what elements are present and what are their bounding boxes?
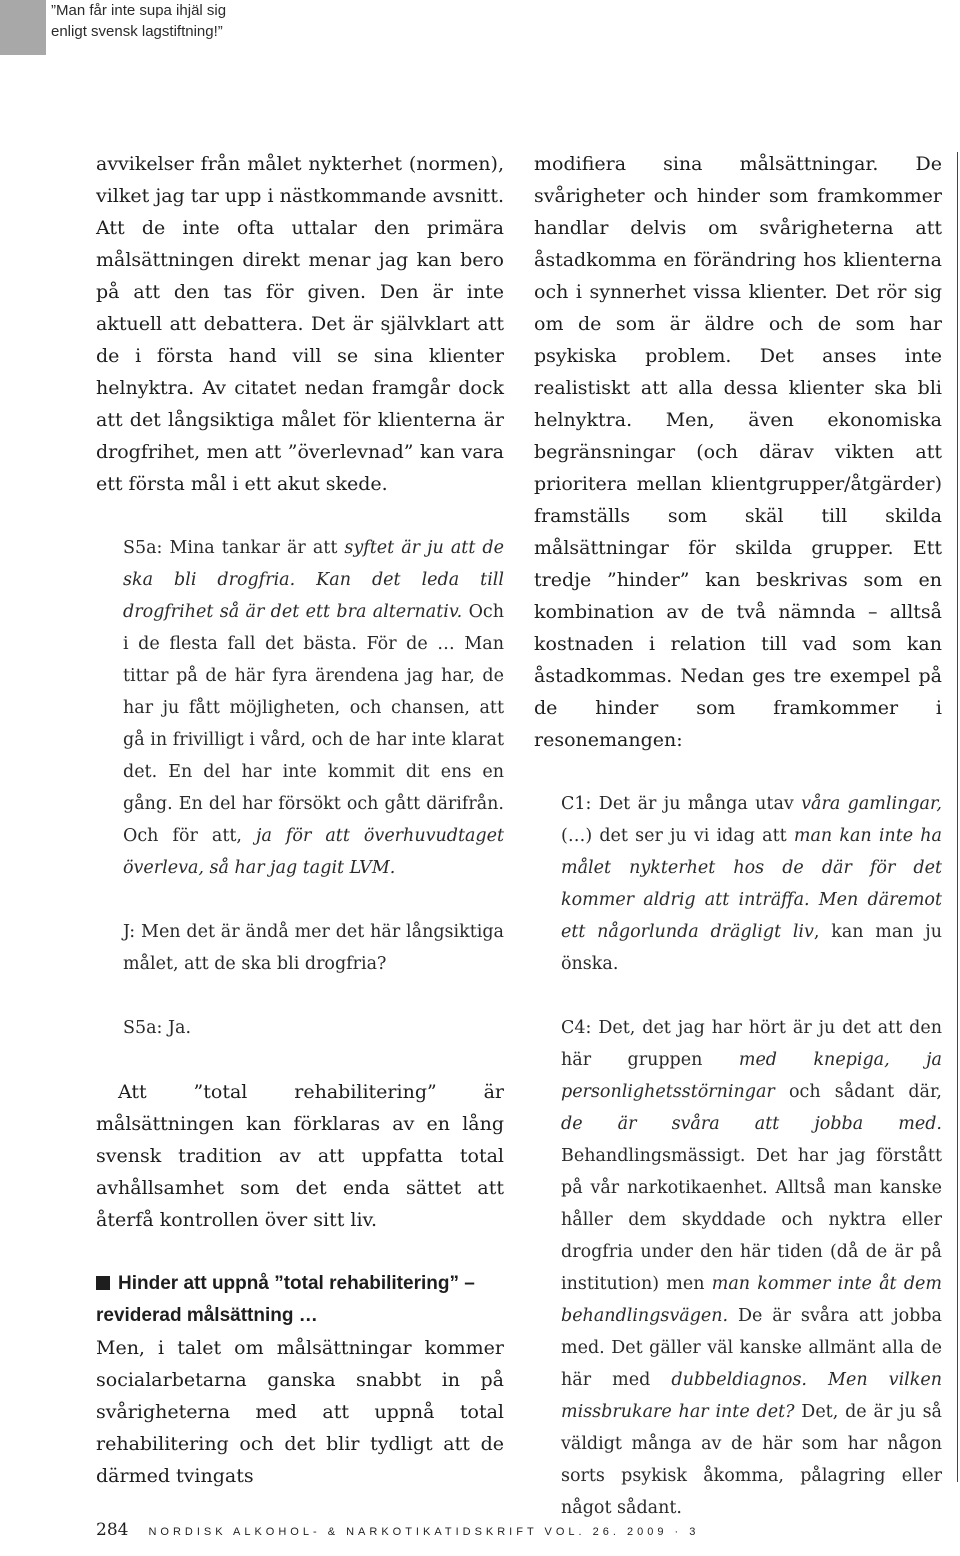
body-paragraph-2: Att ”total rehabilitering” är målsättningen kan förklaras av en lång svensk tradition av att uppfatta total avhållsamhet som det enda sättet att återfå kontrollen över sitt liv. <box>96 1081 504 1231</box>
quote-italic: de är svåra att jobba med. <box>561 1114 942 1134</box>
interview-quote-s5a-short: S5a: Ja. <box>123 1018 192 1038</box>
quote-text: Och i de flesta fall det bästa. För de … Man tittar på de här fyra ärendena jag har, de har ju fått möjligheten, och chansen, att gå in frivilligt i vård, och de har inte klarat det. En del har inte kommit dit ens en gång. En del har försökt och gått därifrån. Och för att, <box>123 602 505 846</box>
quote-italic: syftet är ju att de ska bli drogfria. Kan det leda till drogfrihet så är det ett bra alternativ. <box>123 538 504 622</box>
quote-italic: dubbeldiagnos. Men vilken missbrukare har inte det? <box>561 1370 942 1422</box>
section-heading-text: Hinder att uppnå ”total rehabilitering” – reviderad målsättning … <box>96 1273 475 1326</box>
square-bullet-icon <box>96 1276 110 1290</box>
quote-text: De är svåra att jobba med. Det gäller väl kanske allmänt alla de här med <box>561 1306 942 1390</box>
body-paragraph-right-1: modifiera sina målsättningar. De svårigheter och hinder som framkommer handlar delvis om svårigheterna att åstadkomma en förändring hos klienterna och i synnerhet vissa klienter. Det rör sig om de som är äldre och de som har psykiska problem. Det anses inte realistiskt att alla dessa klienter ska bli helnyktra. Men, även ekonomiska begränsningar (och därav vikten att prioritera mellan klientgrupper/åtgärder) framställs som skäl till skilda målsättningar för skilda grupper. Ett tredje ”hinder” kan beskrivas som en kombination av de två nämnda – alltså kostnaden i relation till vad som kan åstadkommas. Nedan ges tre exempel på de hinder som framkommer i resonemangen: <box>534 153 942 751</box>
quote-text: Det, de är ju så väldigt många av de här som har någon sorts psykisk åkomma, pålagring eller något sådant. <box>561 1402 942 1518</box>
quote-italic: ja för att överhuvudtaget överleva, så har jag tagit LVM. <box>123 826 505 878</box>
quote-text: och sådant där, <box>774 1082 942 1102</box>
header-tab <box>0 0 46 55</box>
journal-name: NORDISK ALKOHOL- & NARKOTIKATIDSKRIFT VOL. 26. 2009 · 3 <box>148 1526 700 1538</box>
quote-text: Behandlingsmässigt. Det har jag förstått på vår narkotikaenhet. Alltså man kanske håller dem skyddade och nyktra eller drogfria under den här tiden (då de är på institution) men <box>561 1146 942 1294</box>
running-title-line-1: ”Man får inte supa ihjäl sig <box>51 2 227 19</box>
page-footer <box>96 1520 699 1540</box>
body-paragraph-3: Men, i talet om målsättningar kommer socialarbetarna ganska snabbt in på svårigheterna med att uppnå total rehabilitering och det blir tydligt att de därmed tvingats <box>96 1337 504 1487</box>
left-column <box>96 148 504 1524</box>
quote-italic: med knepiga, ja personlighetsstörningar <box>561 1050 942 1102</box>
quote-italic: man kommer inte åt dem behandlingsvägen. <box>561 1274 942 1326</box>
interview-quote-s5a <box>123 532 504 884</box>
interview-quote-c1 <box>561 788 942 980</box>
page-number: 284 <box>96 1520 129 1540</box>
quote-text: , kan man ju önska. <box>561 922 942 974</box>
running-title-line-2: enligt svensk lagstiftning!” <box>51 23 223 40</box>
quote-text: C4: Det, det jag har hört är ju det att den här gruppen <box>561 1018 942 1070</box>
quote-text: S5a: Mina tankar är att <box>123 538 345 558</box>
quote-text: (…) det ser ju vi idag att <box>561 826 794 846</box>
running-title <box>51 0 371 42</box>
column-divider <box>957 152 958 1482</box>
quote-italic: man kan inte ha målet nykterhet hos de där för det kommer aldrig att inträffa. Men däremot ett någorlunda drägligt liv <box>561 826 942 942</box>
body-paragraph-1: avvikelser från målet nykterhet (normen), vilket jag tar upp i nästkommande avsnitt. Att de inte ofta uttalar den primära målsättningen direkt menar jag kan bero på att den tas för given. Den är inte aktuell att debattera. Det är självklart att de i första hand vill se sina klienter helnyktra. Av citatet nedan framgår dock att det långsiktiga målet för klienterna är drogfrihet, men att ”överlevnad” kan vara ett första mål i ett akut skede. <box>96 153 504 495</box>
quote-italic: våra gamlingar, <box>801 794 942 814</box>
quote-text: C1: Det är ju många utav <box>561 794 802 814</box>
right-column <box>534 148 942 1556</box>
section-heading <box>96 1268 504 1332</box>
interview-quote-c4 <box>561 1012 942 1524</box>
interview-quote-j: J: Men det är ändå mer det här långsiktiga målet, att de ska bli drogfria? <box>123 922 504 974</box>
